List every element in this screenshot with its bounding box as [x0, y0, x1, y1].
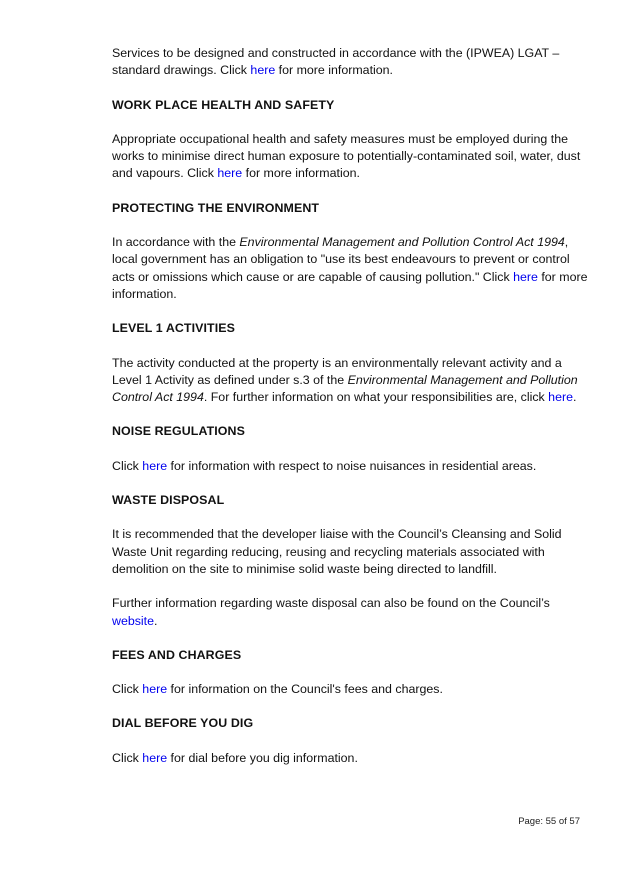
waste-text-end: .: [154, 613, 158, 628]
environment-heading: PROTECTING THE ENVIRONMENT: [112, 200, 320, 215]
fees-text-end: for information on the Council's fees and charges.: [167, 682, 443, 697]
services-paragraph: [112, 45, 592, 80]
level1-text-end: .: [572, 390, 577, 405]
noise-heading: NOISE REGULATIONS: [112, 424, 245, 439]
noise-text: Click: [112, 458, 143, 473]
level1-text: The activity conducted at the property is an environmentally relevant activity and a Level 1 Activity as defined under s.3 of the: [112, 355, 562, 387]
waste-website-link[interactable]: website: [112, 613, 155, 628]
services-text-end: for more information.: [275, 63, 393, 78]
waste-paragraph-1: It is recommended that the developer liaise with the Council’s Cleansing and Solid Waste Unit regarding reducing, reusing and recycling materials associated with demolition on the site to minimise solid waste being directed to landfill.: [112, 527, 562, 576]
whs-here-link[interactable]: here: [217, 166, 243, 181]
whs-paragraph: [112, 131, 592, 183]
environment-text-end: for more information.: [112, 269, 588, 301]
level1-paragraph: [112, 355, 592, 407]
dial-text: Click: [112, 750, 143, 765]
level1-act-title: Environmental Management and Pollution Control Act 1994: [112, 372, 578, 405]
noise-here-link[interactable]: here: [142, 458, 168, 473]
services-here-link[interactable]: here: [250, 63, 276, 78]
dial-paragraph: [112, 750, 592, 767]
dial-here-link[interactable]: here: [142, 750, 168, 765]
environment-here-link[interactable]: here: [513, 269, 538, 284]
environment-paragraph: [112, 234, 592, 303]
whs-text-end: for more information.: [242, 166, 360, 181]
dial-heading: DIAL BEFORE YOU DIG: [112, 716, 254, 731]
fees-paragraph: [112, 681, 592, 698]
waste-text: Further information regarding waste disposal can also be found on the Council’s: [112, 596, 550, 611]
fees-here-link[interactable]: here: [142, 682, 168, 697]
services-text: Services to be designed and constructed in accordance with the (IPWEA) LGAT – standard drawings. Click: [112, 46, 560, 78]
dial-text-end: for dial before you dig information.: [167, 750, 358, 765]
noise-text-end: for information with respect to noise nuisances in residential areas.: [167, 458, 537, 473]
level1-here-link[interactable]: here: [548, 390, 573, 405]
environment-act-title: Environmental Management and Pollution Control Act 1994: [239, 235, 565, 250]
page-content: [112, 45, 592, 767]
environment-text-mid: , local government has an obligation to "use its best endeavours to prevent or control acts or omissions which cause or are capable of causing pollution." Click: [112, 235, 570, 284]
waste-paragraph-2: [112, 595, 592, 630]
fees-heading: FEES AND CHARGES: [112, 647, 242, 662]
fees-text: Click: [112, 682, 143, 697]
environment-text: In accordance with the: [112, 235, 240, 250]
whs-heading: WORK PLACE HEALTH AND SAFETY: [112, 97, 335, 112]
level1-heading: LEVEL 1 ACTIVITIES: [112, 321, 235, 336]
whs-text: Appropriate occupational health and safety measures must be employed during the works to minimise direct human exposure to potentially-contaminated soil, water, dust and vapours. Click: [112, 131, 581, 181]
waste-heading: WASTE DISPOSAL: [112, 493, 225, 508]
noise-paragraph: [112, 458, 592, 475]
level1-text-mid: . For further information on what your responsibilities are, click: [203, 390, 549, 405]
page-number: Page: 55 of 57: [518, 816, 580, 827]
